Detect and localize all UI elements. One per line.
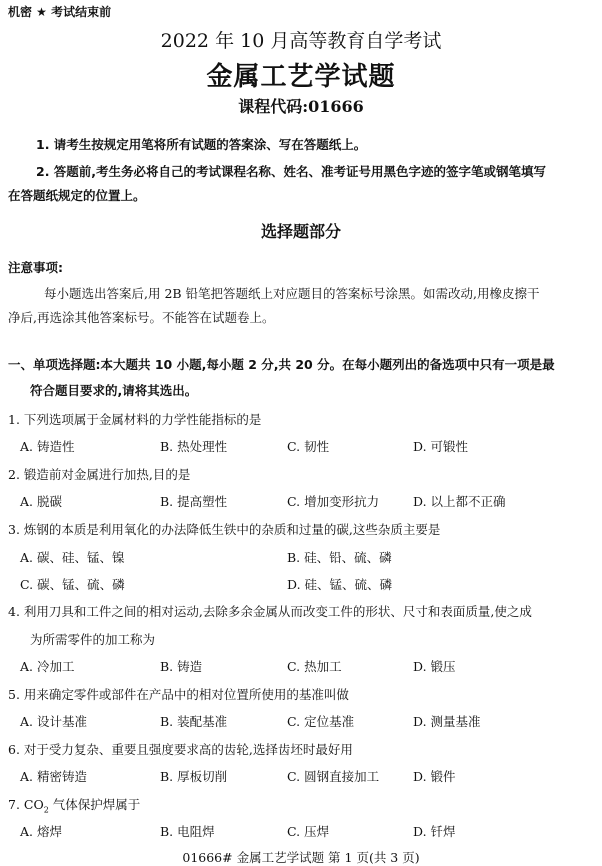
notice-heading: 注意事项: [8, 260, 63, 275]
option-a: A. 冷加工 [20, 659, 75, 674]
option-a: A. 铸造性 [20, 439, 75, 454]
course-code: 课程代码:01666 [238, 97, 364, 116]
instruction-1: 1. 请考生按规定用笔将所有试题的答案涂、写在答题纸上。 [36, 137, 367, 152]
option-c: C. 定位基准 [287, 714, 355, 729]
page-footer: 01666# 金属工艺学试题 第 1 页(共 3 页) [182, 850, 420, 865]
option-c: C. 热加工 [287, 659, 342, 674]
question-stem: 2. 锻造前对金属进行加热,目的是 [8, 467, 191, 482]
exam-title: 2022 年 10 月高等教育自学考试 [160, 30, 442, 52]
subscript: 2 [43, 805, 49, 815]
option-a: A. 设计基准 [20, 714, 87, 729]
option-b: B. 厚板切削 [160, 769, 228, 784]
paper-title: 金属工艺学试题 [206, 62, 396, 92]
option-d: D. 锻压 [413, 659, 456, 674]
instruction-2-continued: 在答题纸规定的位置上。 [8, 188, 146, 203]
option-a: A. 精密铸造 [20, 769, 87, 784]
part-heading: 一、单项选择题:本大题共 10 小题,每小题 2 分,共 20 分。在每小题列出的备选项中只有一项是最 [8, 357, 555, 372]
question-stem: 6. 对于受力复杂、重要且强度要求高的齿轮,选择齿坯时最好用 [8, 742, 353, 757]
instruction-2: 2. 答题前,考生务必将自己的考试课程名称、姓名、准考证号用黑色字迹的签字笔或钢笔填写 [36, 164, 547, 179]
question-stem-continued: 为所需零件的加工称为 [30, 632, 156, 647]
question-stem [8, 795, 140, 815]
option-c: C. 压焊 [287, 824, 330, 839]
option-b: B. 提高塑性 [160, 494, 228, 509]
question-stem: 1. 下列选项属于金属材料的力学性能指标的是 [8, 412, 262, 427]
question-stem-prefix: 7. CO [8, 797, 44, 812]
option-c: C. 碳、锰、硫、磷 [20, 577, 125, 592]
option-d: D. 硅、锰、硫、磷 [287, 577, 393, 592]
option-d: D. 以上都不正确 [413, 494, 506, 509]
option-d: D. 钎焊 [413, 824, 456, 839]
notice-text-continued: 净后,再选涂其他答案标号。不能答在试题卷上。 [8, 310, 275, 325]
option-a: A. 脱碳 [20, 494, 62, 509]
option-b: B. 电阻焊 [160, 824, 215, 839]
option-d: D. 测量基准 [413, 714, 481, 729]
question-stem-suffix: 气体保护焊属于 [48, 797, 141, 812]
option-d: D. 锻件 [413, 769, 456, 784]
part-heading-continued: 符合题目要求的,请将其选出。 [30, 383, 198, 398]
question-stem: 4. 利用刀具和工件之间的相对运动,去除多余金属从而改变工件的形状、尺寸和表面质量,使之成 [8, 604, 532, 619]
option-a: A. 熔焊 [20, 824, 62, 839]
option-b: B. 装配基准 [160, 714, 228, 729]
option-b: B. 硅、铅、硫、磷 [287, 550, 392, 565]
option-b: B. 铸造 [160, 659, 203, 674]
option-c: C. 圆钢直接加工 [287, 769, 380, 784]
option-d: D. 可锻性 [413, 439, 469, 454]
question-stem: 3. 炼钢的本质是利用氧化的办法降低生铁中的杂质和过量的碳,这些杂质主要是 [8, 522, 441, 537]
notice-text: 每小题选出答案后,用 2B 铅笔把答题纸上对应题目的答案标号涂黑。如需改动,用橡皮擦干 [44, 286, 540, 301]
option-c: C. 增加变形抗力 [287, 494, 380, 509]
option-c: C. 韧性 [287, 439, 330, 454]
option-b: B. 热处理性 [160, 439, 228, 454]
section-title: 选择题部分 [260, 222, 341, 241]
confidential-mark: 机密 ★ 考试结束前 [8, 5, 112, 19]
question-stem: 5. 用来确定零件或部件在产品中的相对位置所使用的基准叫做 [8, 687, 349, 702]
option-a: A. 碳、硅、锰、镍 [20, 550, 125, 565]
